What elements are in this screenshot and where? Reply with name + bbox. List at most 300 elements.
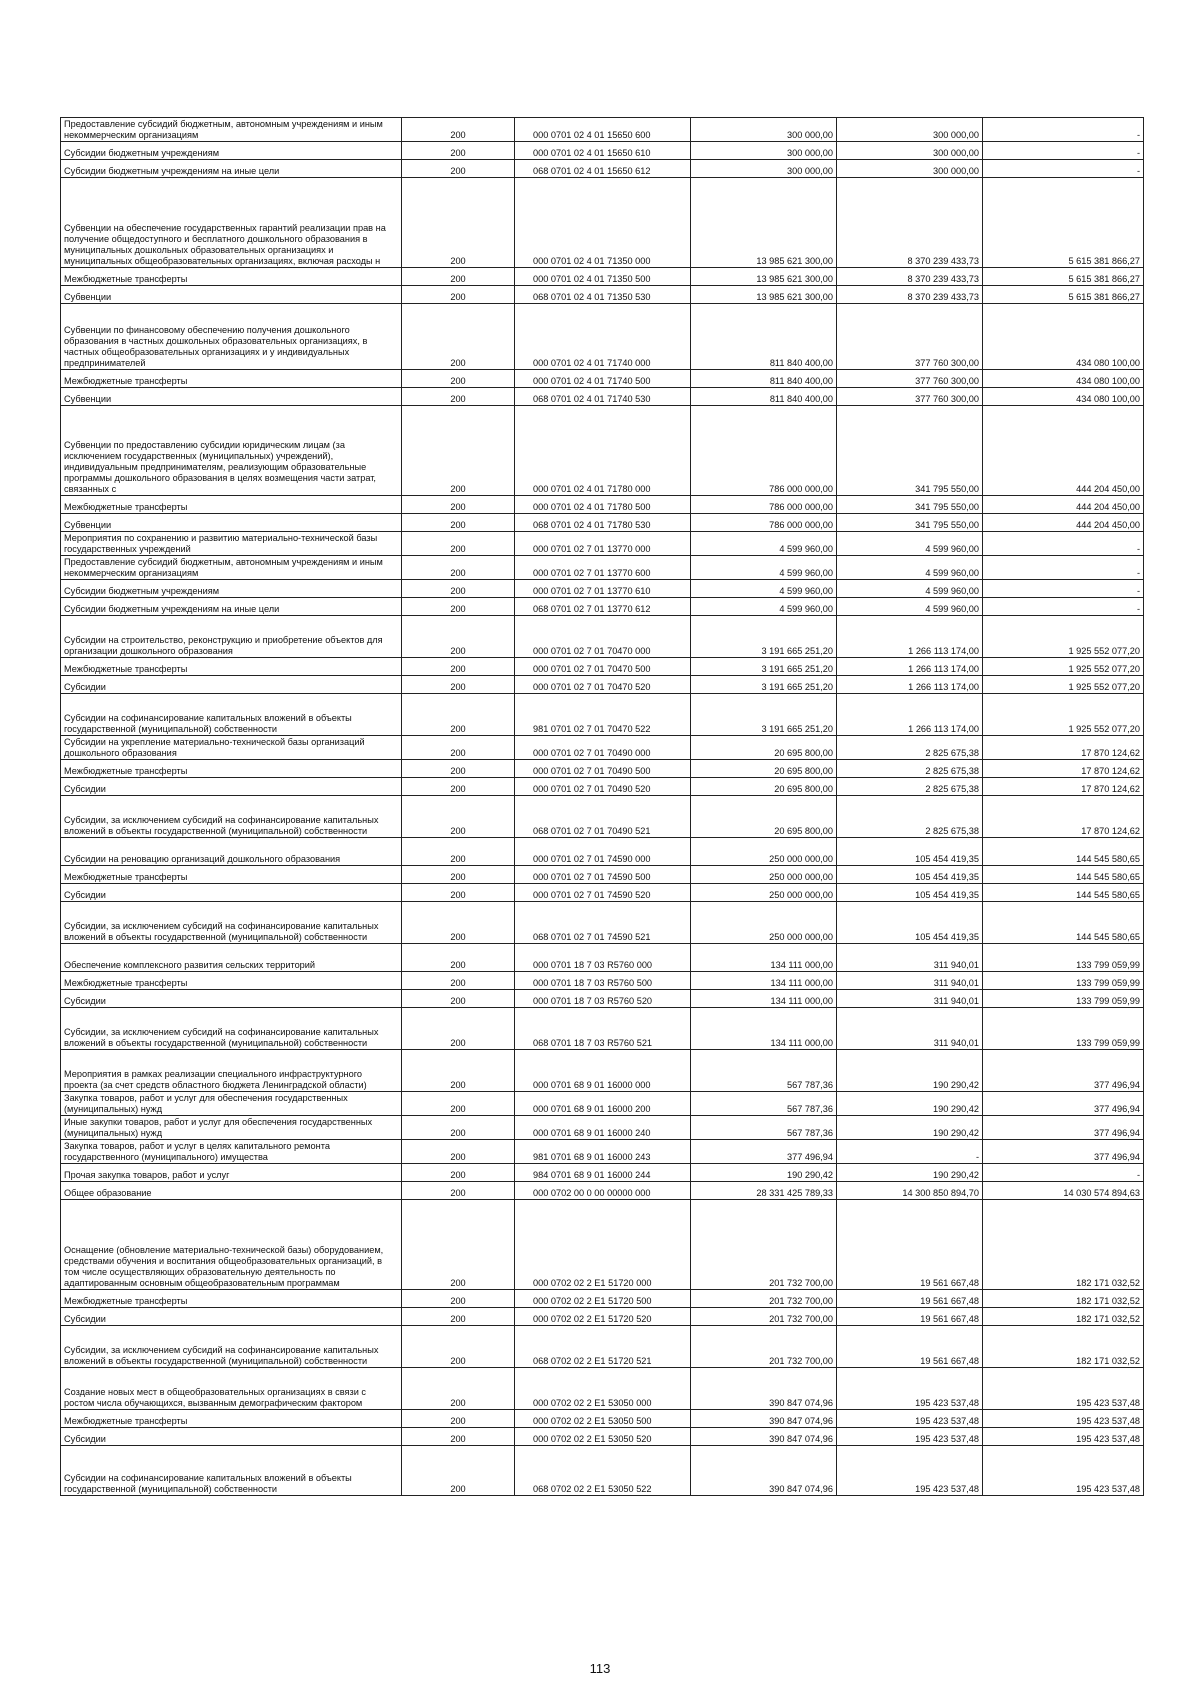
table-row bbox=[61, 1446, 1144, 1496]
unexecuted-amount: 5 615 381 866,27 bbox=[983, 178, 1144, 268]
unexecuted-amount: 195 423 537,48 bbox=[983, 1446, 1144, 1496]
row-name: Субсидии, за исключением субсидий на софинансирование капитальных вложений в объекты государственной (муниципальной) собственности bbox=[61, 902, 402, 944]
row-kbk: 000 0701 68 9 01 16000 000 bbox=[515, 1050, 691, 1092]
table-row bbox=[61, 1200, 1144, 1290]
unexecuted-amount: 195 423 537,48 bbox=[983, 1410, 1144, 1428]
approved-amount: 201 732 700,00 bbox=[691, 1326, 837, 1368]
table-row bbox=[61, 388, 1144, 406]
executed-amount: 341 795 550,00 bbox=[837, 406, 983, 496]
approved-amount: 201 732 700,00 bbox=[691, 1308, 837, 1326]
row-name: Субсидии bbox=[61, 1308, 402, 1326]
row-code: 200 bbox=[402, 142, 515, 160]
table-row bbox=[61, 406, 1144, 496]
row-kbk: 068 0701 02 4 01 15650 612 bbox=[515, 160, 691, 178]
row-kbk: 068 0702 02 2 E1 53050 522 bbox=[515, 1446, 691, 1496]
row-name: Межбюджетные трансферты bbox=[61, 1290, 402, 1308]
row-code: 200 bbox=[402, 118, 515, 142]
executed-amount: 377 760 300,00 bbox=[837, 370, 983, 388]
row-code: 200 bbox=[402, 1326, 515, 1368]
row-name: Предоставление субсидий бюджетным, автономным учреждениям и иным некоммерческим организациям bbox=[61, 556, 402, 580]
row-kbk: 000 0701 02 7 01 70470 500 bbox=[515, 658, 691, 676]
row-kbk: 000 0701 02 7 01 13770 000 bbox=[515, 532, 691, 556]
unexecuted-amount: 14 030 574 894,63 bbox=[983, 1182, 1144, 1200]
row-kbk: 000 0701 68 9 01 16000 240 bbox=[515, 1116, 691, 1140]
row-name: Предоставление субсидий бюджетным, автономным учреждениям и иным некоммерческим организациям bbox=[61, 118, 402, 142]
executed-amount: 190 290,42 bbox=[837, 1050, 983, 1092]
row-code: 200 bbox=[402, 902, 515, 944]
executed-amount: 4 599 960,00 bbox=[837, 532, 983, 556]
row-kbk: 000 0701 02 7 01 70490 000 bbox=[515, 736, 691, 760]
approved-amount: 28 331 425 789,33 bbox=[691, 1182, 837, 1200]
approved-amount: 811 840 400,00 bbox=[691, 388, 837, 406]
approved-amount: 20 695 800,00 bbox=[691, 778, 837, 796]
table-row bbox=[61, 580, 1144, 598]
row-name: Межбюджетные трансферты bbox=[61, 268, 402, 286]
row-code: 200 bbox=[402, 1182, 515, 1200]
approved-amount: 201 732 700,00 bbox=[691, 1290, 837, 1308]
row-kbk: 000 0701 02 4 01 71350 000 bbox=[515, 178, 691, 268]
row-name: Межбюджетные трансферты bbox=[61, 370, 402, 388]
row-kbk: 000 0702 00 0 00 00000 000 bbox=[515, 1182, 691, 1200]
row-code: 200 bbox=[402, 556, 515, 580]
table-row bbox=[61, 1140, 1144, 1164]
approved-amount: 786 000 000,00 bbox=[691, 406, 837, 496]
table-body bbox=[61, 118, 1144, 1496]
executed-amount: 19 561 667,48 bbox=[837, 1308, 983, 1326]
row-kbk: 000 0701 02 4 01 15650 610 bbox=[515, 142, 691, 160]
approved-amount: 13 985 621 300,00 bbox=[691, 178, 837, 268]
unexecuted-amount: 434 080 100,00 bbox=[983, 304, 1144, 370]
row-name: Субсидии, за исключением субсидий на софинансирование капитальных вложений в объекты государственной (муниципальной) собственности bbox=[61, 1008, 402, 1050]
approved-amount: 134 111 000,00 bbox=[691, 944, 837, 972]
row-code: 200 bbox=[402, 676, 515, 694]
table-row bbox=[61, 796, 1144, 838]
executed-amount: 8 370 239 433,73 bbox=[837, 286, 983, 304]
table-row bbox=[61, 990, 1144, 1008]
table-row bbox=[61, 268, 1144, 286]
executed-amount: 105 454 419,35 bbox=[837, 884, 983, 902]
row-name: Субсидии bbox=[61, 884, 402, 902]
row-name: Субвенции bbox=[61, 286, 402, 304]
executed-amount: 19 561 667,48 bbox=[837, 1290, 983, 1308]
unexecuted-amount: 377 496,94 bbox=[983, 1140, 1144, 1164]
row-name: Субсидии, за исключением субсидий на софинансирование капитальных вложений в объекты государственной (муниципальной) собственности bbox=[61, 796, 402, 838]
row-code: 200 bbox=[402, 1428, 515, 1446]
unexecuted-amount: 17 870 124,62 bbox=[983, 778, 1144, 796]
unexecuted-amount: 133 799 059,99 bbox=[983, 1008, 1144, 1050]
approved-amount: 3 191 665 251,20 bbox=[691, 694, 837, 736]
executed-amount: 195 423 537,48 bbox=[837, 1428, 983, 1446]
unexecuted-amount: 133 799 059,99 bbox=[983, 944, 1144, 972]
approved-amount: 390 847 074,96 bbox=[691, 1368, 837, 1410]
table-row bbox=[61, 496, 1144, 514]
approved-amount: 134 111 000,00 bbox=[691, 972, 837, 990]
approved-amount: 567 787,36 bbox=[691, 1092, 837, 1116]
row-kbk: 068 0701 18 7 03 R5760 521 bbox=[515, 1008, 691, 1050]
approved-amount: 377 496,94 bbox=[691, 1140, 837, 1164]
row-name: Субсидии bbox=[61, 1428, 402, 1446]
executed-amount: 311 940,01 bbox=[837, 1008, 983, 1050]
approved-amount: 390 847 074,96 bbox=[691, 1410, 837, 1428]
approved-amount: 4 599 960,00 bbox=[691, 598, 837, 616]
table-row bbox=[61, 944, 1144, 972]
table-row bbox=[61, 1428, 1144, 1446]
row-kbk: 000 0701 02 7 01 70490 500 bbox=[515, 760, 691, 778]
table-row bbox=[61, 304, 1144, 370]
row-code: 200 bbox=[402, 1410, 515, 1428]
row-name: Мероприятия в рамках реализации специального инфраструктурного проекта (за счет средств областного бюджета Ленинградской области) bbox=[61, 1050, 402, 1092]
row-code: 200 bbox=[402, 1092, 515, 1116]
row-kbk: 000 0701 02 7 01 70470 520 bbox=[515, 676, 691, 694]
executed-amount: 377 760 300,00 bbox=[837, 304, 983, 370]
approved-amount: 300 000,00 bbox=[691, 142, 837, 160]
approved-amount: 4 599 960,00 bbox=[691, 556, 837, 580]
table-row bbox=[61, 884, 1144, 902]
row-name: Субсидии бюджетным учреждениям на иные цели bbox=[61, 160, 402, 178]
table-row bbox=[61, 1092, 1144, 1116]
unexecuted-amount: 1 925 552 077,20 bbox=[983, 616, 1144, 658]
table-row bbox=[61, 1308, 1144, 1326]
row-name: Субвенции bbox=[61, 388, 402, 406]
unexecuted-amount: 182 171 032,52 bbox=[983, 1290, 1144, 1308]
executed-amount: 311 940,01 bbox=[837, 990, 983, 1008]
executed-amount: 2 825 675,38 bbox=[837, 778, 983, 796]
row-name: Оснащение (обновление материально-технической базы) оборудованием, средствами обучения и воспитания общеобразовательных организаций, в том числе осуществляющих образовательную деятельность по адаптированным основным общеобразовательным программам bbox=[61, 1200, 402, 1290]
row-name: Субсидии на софинансирование капитальных вложений в объекты государственной (муниципальной) собственности bbox=[61, 694, 402, 736]
row-code: 200 bbox=[402, 838, 515, 866]
executed-amount: 8 370 239 433,73 bbox=[837, 178, 983, 268]
table-row bbox=[61, 1326, 1144, 1368]
executed-amount: 19 561 667,48 bbox=[837, 1200, 983, 1290]
unexecuted-amount: - bbox=[983, 142, 1144, 160]
row-kbk: 000 0701 02 7 01 70490 520 bbox=[515, 778, 691, 796]
row-kbk: 068 0701 02 7 01 74590 521 bbox=[515, 902, 691, 944]
table-row bbox=[61, 118, 1144, 142]
row-name: Обеспечение комплексного развития сельских территорий bbox=[61, 944, 402, 972]
row-name: Субсидии bbox=[61, 676, 402, 694]
row-kbk: 000 0701 68 9 01 16000 200 bbox=[515, 1092, 691, 1116]
row-name: Прочая закупка товаров, работ и услуг bbox=[61, 1164, 402, 1182]
table-row bbox=[61, 1164, 1144, 1182]
unexecuted-amount: 182 171 032,52 bbox=[983, 1326, 1144, 1368]
row-name: Субсидии бюджетным учреждениям bbox=[61, 142, 402, 160]
approved-amount: 13 985 621 300,00 bbox=[691, 286, 837, 304]
approved-amount: 20 695 800,00 bbox=[691, 736, 837, 760]
row-kbk: 981 0701 68 9 01 16000 243 bbox=[515, 1140, 691, 1164]
approved-amount: 567 787,36 bbox=[691, 1116, 837, 1140]
row-kbk: 984 0701 68 9 01 16000 244 bbox=[515, 1164, 691, 1182]
table-row bbox=[61, 778, 1144, 796]
executed-amount: 190 290,42 bbox=[837, 1116, 983, 1140]
executed-amount: 377 760 300,00 bbox=[837, 388, 983, 406]
executed-amount: 105 454 419,35 bbox=[837, 838, 983, 866]
row-kbk: 068 0701 02 4 01 71780 530 bbox=[515, 514, 691, 532]
row-kbk: 000 0701 18 7 03 R5760 500 bbox=[515, 972, 691, 990]
unexecuted-amount: 133 799 059,99 bbox=[983, 972, 1144, 990]
approved-amount: 134 111 000,00 bbox=[691, 1008, 837, 1050]
row-code: 200 bbox=[402, 658, 515, 676]
executed-amount: 341 795 550,00 bbox=[837, 514, 983, 532]
approved-amount: 20 695 800,00 bbox=[691, 796, 837, 838]
unexecuted-amount: 377 496,94 bbox=[983, 1050, 1144, 1092]
table-row bbox=[61, 1008, 1144, 1050]
page-number: 113 bbox=[589, 1661, 611, 1676]
table-row bbox=[61, 658, 1144, 676]
row-code: 200 bbox=[402, 990, 515, 1008]
unexecuted-amount: 377 496,94 bbox=[983, 1092, 1144, 1116]
approved-amount: 250 000 000,00 bbox=[691, 884, 837, 902]
approved-amount: 250 000 000,00 bbox=[691, 902, 837, 944]
executed-amount: 190 290,42 bbox=[837, 1164, 983, 1182]
approved-amount: 300 000,00 bbox=[691, 118, 837, 142]
row-code: 200 bbox=[402, 268, 515, 286]
table-row bbox=[61, 676, 1144, 694]
row-code: 200 bbox=[402, 616, 515, 658]
row-kbk: 068 0701 02 7 01 13770 612 bbox=[515, 598, 691, 616]
unexecuted-amount: 1 925 552 077,20 bbox=[983, 676, 1144, 694]
row-kbk: 000 0701 02 4 01 71780 000 bbox=[515, 406, 691, 496]
row-code: 200 bbox=[402, 1140, 515, 1164]
row-kbk: 000 0702 02 2 E1 53050 520 bbox=[515, 1428, 691, 1446]
unexecuted-amount: 434 080 100,00 bbox=[983, 370, 1144, 388]
row-code: 200 bbox=[402, 178, 515, 268]
row-kbk: 000 0701 02 7 01 74590 520 bbox=[515, 884, 691, 902]
unexecuted-amount: - bbox=[983, 118, 1144, 142]
table-row bbox=[61, 598, 1144, 616]
unexecuted-amount: 444 204 450,00 bbox=[983, 496, 1144, 514]
table-row bbox=[61, 514, 1144, 532]
row-name: Субвенции bbox=[61, 514, 402, 532]
table-row bbox=[61, 1368, 1144, 1410]
executed-amount: 1 266 113 174,00 bbox=[837, 658, 983, 676]
row-code: 200 bbox=[402, 972, 515, 990]
row-kbk: 000 0701 02 4 01 71780 500 bbox=[515, 496, 691, 514]
row-kbk: 000 0701 02 4 01 71350 500 bbox=[515, 268, 691, 286]
row-code: 200 bbox=[402, 1290, 515, 1308]
row-code: 200 bbox=[402, 160, 515, 178]
executed-amount: 8 370 239 433,73 bbox=[837, 268, 983, 286]
row-kbk: 000 0702 02 2 E1 53050 000 bbox=[515, 1368, 691, 1410]
table-row bbox=[61, 736, 1144, 760]
row-name: Субвенции по предоставлению субсидии юридическим лицам (за исключением государственных (муниципальных) учреждений), индивидуальным предпринимателям, реализующим образовательные программы дошкольного образования в целях возмещения части затрат, связанных с bbox=[61, 406, 402, 496]
row-kbk: 000 0702 02 2 E1 51720 520 bbox=[515, 1308, 691, 1326]
row-code: 200 bbox=[402, 496, 515, 514]
row-code: 200 bbox=[402, 370, 515, 388]
executed-amount: 2 825 675,38 bbox=[837, 796, 983, 838]
row-name: Субсидии на укрепление материально-технической базы организаций дошкольного образования bbox=[61, 736, 402, 760]
row-name: Субсидии на реновацию организаций дошкольного образования bbox=[61, 838, 402, 866]
row-name: Субсидии бюджетным учреждениям bbox=[61, 580, 402, 598]
row-name: Субсидии bbox=[61, 990, 402, 1008]
row-code: 200 bbox=[402, 866, 515, 884]
unexecuted-amount: 144 545 580,65 bbox=[983, 866, 1144, 884]
row-code: 200 bbox=[402, 778, 515, 796]
approved-amount: 3 191 665 251,20 bbox=[691, 676, 837, 694]
row-kbk: 000 0701 18 7 03 R5760 520 bbox=[515, 990, 691, 1008]
executed-amount: 195 423 537,48 bbox=[837, 1368, 983, 1410]
executed-amount: 19 561 667,48 bbox=[837, 1326, 983, 1368]
row-kbk: 000 0701 18 7 03 R5760 000 bbox=[515, 944, 691, 972]
unexecuted-amount: 1 925 552 077,20 bbox=[983, 658, 1144, 676]
table-row bbox=[61, 1290, 1144, 1308]
row-name: Закупка товаров, работ и услуг для обеспечения государственных (муниципальных) нужд bbox=[61, 1092, 402, 1116]
unexecuted-amount: 182 171 032,52 bbox=[983, 1200, 1144, 1290]
table-row bbox=[61, 178, 1144, 268]
approved-amount: 3 191 665 251,20 bbox=[691, 616, 837, 658]
unexecuted-amount: 444 204 450,00 bbox=[983, 406, 1144, 496]
row-kbk: 068 0701 02 4 01 71740 530 bbox=[515, 388, 691, 406]
unexecuted-amount: 17 870 124,62 bbox=[983, 796, 1144, 838]
unexecuted-amount: - bbox=[983, 580, 1144, 598]
row-kbk: 068 0701 02 7 01 70490 521 bbox=[515, 796, 691, 838]
executed-amount: 300 000,00 bbox=[837, 118, 983, 142]
approved-amount: 811 840 400,00 bbox=[691, 304, 837, 370]
row-kbk: 000 0701 02 4 01 71740 000 bbox=[515, 304, 691, 370]
row-code: 200 bbox=[402, 286, 515, 304]
table-row bbox=[61, 1410, 1144, 1428]
unexecuted-amount: - bbox=[983, 598, 1144, 616]
table-row bbox=[61, 760, 1144, 778]
unexecuted-amount: 444 204 450,00 bbox=[983, 514, 1144, 532]
executed-amount: 2 825 675,38 bbox=[837, 760, 983, 778]
approved-amount: 300 000,00 bbox=[691, 160, 837, 178]
table-row bbox=[61, 694, 1144, 736]
row-name: Субвенции по финансовому обеспечению получения дошкольного образования в частных дошкольных образовательных организациях, в частных общеобразовательных организациях и у индивидуальных предпринимателей bbox=[61, 304, 402, 370]
row-kbk: 000 0702 02 2 E1 53050 500 bbox=[515, 1410, 691, 1428]
unexecuted-amount: - bbox=[983, 1164, 1144, 1182]
table-row bbox=[61, 286, 1144, 304]
table-row bbox=[61, 1050, 1144, 1092]
row-name: Субсидии бюджетным учреждениям на иные цели bbox=[61, 598, 402, 616]
table-row bbox=[61, 556, 1144, 580]
row-code: 200 bbox=[402, 694, 515, 736]
row-kbk: 068 0702 02 2 E1 51720 521 bbox=[515, 1326, 691, 1368]
table-row bbox=[61, 532, 1144, 556]
row-name: Мероприятия по сохранению и развитию материально-технической базы государственных учреждений bbox=[61, 532, 402, 556]
row-code: 200 bbox=[402, 388, 515, 406]
executed-amount: 300 000,00 bbox=[837, 160, 983, 178]
row-code: 200 bbox=[402, 406, 515, 496]
unexecuted-amount: 377 496,94 bbox=[983, 1116, 1144, 1140]
row-kbk: 000 0701 02 7 01 13770 600 bbox=[515, 556, 691, 580]
approved-amount: 4 599 960,00 bbox=[691, 532, 837, 556]
row-code: 200 bbox=[402, 1050, 515, 1092]
row-kbk: 000 0701 02 4 01 15650 600 bbox=[515, 118, 691, 142]
unexecuted-amount: 434 080 100,00 bbox=[983, 388, 1144, 406]
executed-amount: 4 599 960,00 bbox=[837, 556, 983, 580]
row-kbk: 000 0701 02 7 01 74590 500 bbox=[515, 866, 691, 884]
executed-amount: 1 266 113 174,00 bbox=[837, 694, 983, 736]
row-name: Субсидии, за исключением субсидий на софинансирование капитальных вложений в объекты государственной (муниципальной) собственности bbox=[61, 1326, 402, 1368]
row-kbk: 000 0701 02 7 01 13770 610 bbox=[515, 580, 691, 598]
approved-amount: 786 000 000,00 bbox=[691, 496, 837, 514]
row-name: Закупка товаров, работ и услуг в целях капитального ремонта государственного (муниципального) имущества bbox=[61, 1140, 402, 1164]
unexecuted-amount: - bbox=[983, 556, 1144, 580]
executed-amount: 311 940,01 bbox=[837, 972, 983, 990]
executed-amount: 105 454 419,35 bbox=[837, 866, 983, 884]
unexecuted-amount: 133 799 059,99 bbox=[983, 990, 1144, 1008]
row-name: Межбюджетные трансферты bbox=[61, 658, 402, 676]
row-kbk: 000 0701 02 7 01 70470 000 bbox=[515, 616, 691, 658]
approved-amount: 786 000 000,00 bbox=[691, 514, 837, 532]
executed-amount: 311 940,01 bbox=[837, 944, 983, 972]
executed-amount: 4 599 960,00 bbox=[837, 580, 983, 598]
table-row bbox=[61, 866, 1144, 884]
unexecuted-amount: 144 545 580,65 bbox=[983, 884, 1144, 902]
approved-amount: 201 732 700,00 bbox=[691, 1200, 837, 1290]
row-name: Межбюджетные трансферты bbox=[61, 866, 402, 884]
approved-amount: 190 290,42 bbox=[691, 1164, 837, 1182]
row-name: Общее образование bbox=[61, 1182, 402, 1200]
executed-amount: 105 454 419,35 bbox=[837, 902, 983, 944]
row-code: 200 bbox=[402, 1308, 515, 1326]
budget-execution-table bbox=[60, 117, 1144, 1496]
unexecuted-amount: 144 545 580,65 bbox=[983, 838, 1144, 866]
unexecuted-amount: 5 615 381 866,27 bbox=[983, 286, 1144, 304]
row-code: 200 bbox=[402, 1200, 515, 1290]
unexecuted-amount: - bbox=[983, 532, 1144, 556]
table-row bbox=[61, 1182, 1144, 1200]
row-code: 200 bbox=[402, 944, 515, 972]
row-name: Межбюджетные трансферты bbox=[61, 760, 402, 778]
approved-amount: 390 847 074,96 bbox=[691, 1428, 837, 1446]
row-code: 200 bbox=[402, 1116, 515, 1140]
executed-amount: 195 423 537,48 bbox=[837, 1446, 983, 1496]
unexecuted-amount: 195 423 537,48 bbox=[983, 1428, 1144, 1446]
row-code: 200 bbox=[402, 796, 515, 838]
executed-amount: 2 825 675,38 bbox=[837, 736, 983, 760]
table-row bbox=[61, 160, 1144, 178]
executed-amount: 341 795 550,00 bbox=[837, 496, 983, 514]
row-code: 200 bbox=[402, 304, 515, 370]
executed-amount: 1 266 113 174,00 bbox=[837, 676, 983, 694]
unexecuted-amount: 5 615 381 866,27 bbox=[983, 268, 1144, 286]
executed-amount: 195 423 537,48 bbox=[837, 1410, 983, 1428]
row-kbk: 068 0701 02 4 01 71350 530 bbox=[515, 286, 691, 304]
approved-amount: 567 787,36 bbox=[691, 1050, 837, 1092]
row-name: Межбюджетные трансферты bbox=[61, 972, 402, 990]
table-row bbox=[61, 142, 1144, 160]
unexecuted-amount: 17 870 124,62 bbox=[983, 760, 1144, 778]
approved-amount: 811 840 400,00 bbox=[691, 370, 837, 388]
row-name: Субвенции на обеспечение государственных гарантий реализации прав на получение общедоступного и бесплатного дошкольного образования в муниципальных дошкольных образовательных организациях и муниципальных общеобразовательных организациях, включая расходы н bbox=[61, 178, 402, 268]
row-kbk: 000 0701 02 7 01 74590 000 bbox=[515, 838, 691, 866]
row-code: 200 bbox=[402, 532, 515, 556]
row-name: Субсидии на строительство, реконструкцию и приобретение объектов для организации дошкольного образования bbox=[61, 616, 402, 658]
executed-amount: 4 599 960,00 bbox=[837, 598, 983, 616]
row-code: 200 bbox=[402, 884, 515, 902]
row-code: 200 bbox=[402, 598, 515, 616]
row-name: Субсидии на софинансирование капитальных вложений в объекты государственной (муниципальной) собственности bbox=[61, 1446, 402, 1496]
row-kbk: 000 0702 02 2 E1 51720 500 bbox=[515, 1290, 691, 1308]
unexecuted-amount: 144 545 580,65 bbox=[983, 902, 1144, 944]
row-kbk: 000 0701 02 4 01 71740 500 bbox=[515, 370, 691, 388]
approved-amount: 390 847 074,96 bbox=[691, 1446, 837, 1496]
row-name: Создание новых мест в общеобразовательных организациях в связи с ростом числа обучающихся, вызванным демографическим фактором bbox=[61, 1368, 402, 1410]
executed-amount: 190 290,42 bbox=[837, 1092, 983, 1116]
executed-amount: 14 300 850 894,70 bbox=[837, 1182, 983, 1200]
approved-amount: 134 111 000,00 bbox=[691, 990, 837, 1008]
executed-amount: 1 266 113 174,00 bbox=[837, 616, 983, 658]
row-code: 200 bbox=[402, 1164, 515, 1182]
row-kbk: 981 0701 02 7 01 70470 522 bbox=[515, 694, 691, 736]
row-name: Иные закупки товаров, работ и услуг для обеспечения государственных (муниципальных) нужд bbox=[61, 1116, 402, 1140]
approved-amount: 3 191 665 251,20 bbox=[691, 658, 837, 676]
approved-amount: 13 985 621 300,00 bbox=[691, 268, 837, 286]
unexecuted-amount: - bbox=[983, 160, 1144, 178]
unexecuted-amount: 1 925 552 077,20 bbox=[983, 694, 1144, 736]
row-code: 200 bbox=[402, 1008, 515, 1050]
